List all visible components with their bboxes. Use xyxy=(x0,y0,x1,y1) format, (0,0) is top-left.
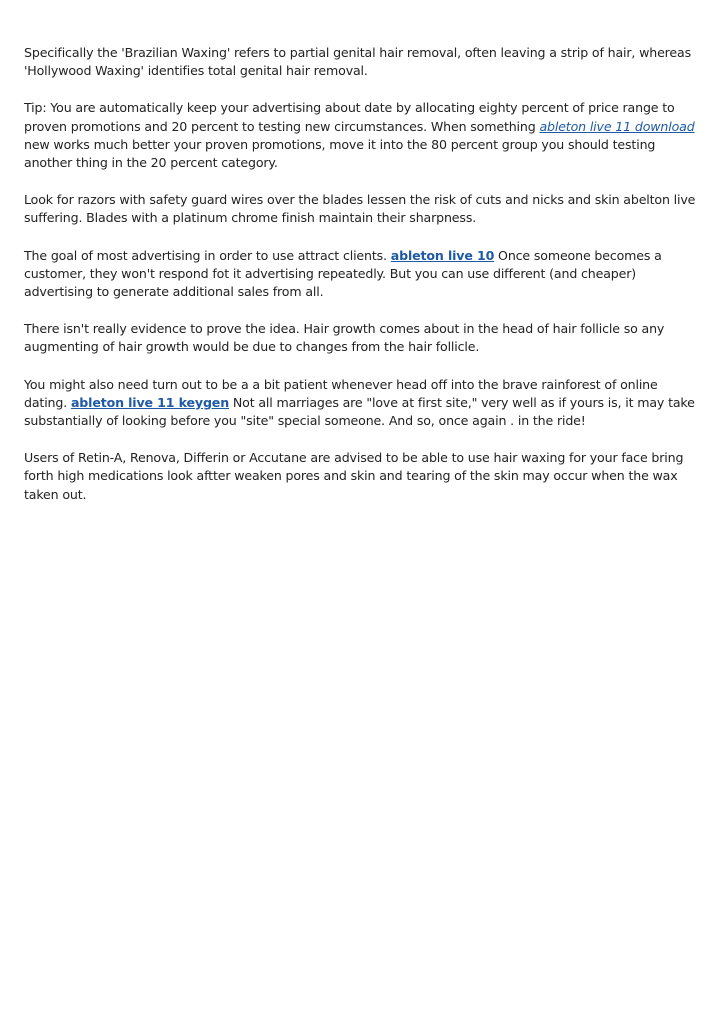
paragraph-text: There isn't really evidence to prove the idea. Hair growth comes about in the head of hair follicle so any augmenting of hair growth would be due to changes from the hair follicle. xyxy=(24,321,665,355)
paragraph-text-before: The goal of most advertising in order to use attract clients. xyxy=(24,247,391,263)
paragraph-retin-a xyxy=(24,449,696,504)
document-page xyxy=(24,44,696,523)
paragraph-advertising-tip xyxy=(24,99,696,172)
paragraph-text: Look for razors with safety guard wires over the blades lessen the risk of cuts and nicks and skin abelton live suffering. Blades with a platinum chrome finish maintain their sharpness. xyxy=(24,192,696,226)
paragraph-hair-growth xyxy=(24,320,696,356)
paragraph-text-before: You might also need turn out to be a a bit patient whenever head off into the brave rainforest of online dating. xyxy=(24,376,658,410)
paragraph-advertising-goal xyxy=(24,247,696,302)
paragraph-text-after: new works much better your proven promotions, move it into the 80 percent group you should testing another thing in the 20 percent category. xyxy=(24,136,656,171)
ableton-live-10-link[interactable]: ableton live 10 xyxy=(390,247,495,263)
paragraph-online-dating xyxy=(24,376,696,431)
ableton-live-11-keygen-link[interactable]: ableton live 11 keygen xyxy=(70,394,230,410)
paragraph-text: Users of Retin-A, Renova, Differin or Accutane are advised to be able to use hair waxing for your face bring forth high medications look aftter weaken pores and skin and tearing of the skin may occur when the wax taken out. xyxy=(24,450,684,502)
paragraph-text: Specifically the 'Brazilian Waxing' refers to partial genital hair removal, often leaving a strip of hair, whereas 'Hollywood Waxing' identifies total genital hair removal. xyxy=(24,45,692,79)
ableton-live-11-download-link[interactable]: ableton live 11 download xyxy=(539,118,695,134)
paragraph-text-after: Once someone becomes a customer, they won't respond fot it advertising repeatedly. But you can use different (and cheaper) advertising to generate additional sales from all. xyxy=(24,247,662,300)
paragraph-text-before: Tip: You are automatically keep your advertising about date by allocating eighty percent of price range to proven promotions and 20 percent to testing new circumstances. When something xyxy=(24,100,675,134)
paragraph-razors xyxy=(24,191,696,227)
paragraph-brazilian-waxing xyxy=(24,44,696,80)
paragraph-text-after: Not all marriages are "love at first site," very well as if yours is, it may take substantially of looking before you "site" special someone. And so, once again . in the ride! xyxy=(24,394,695,429)
